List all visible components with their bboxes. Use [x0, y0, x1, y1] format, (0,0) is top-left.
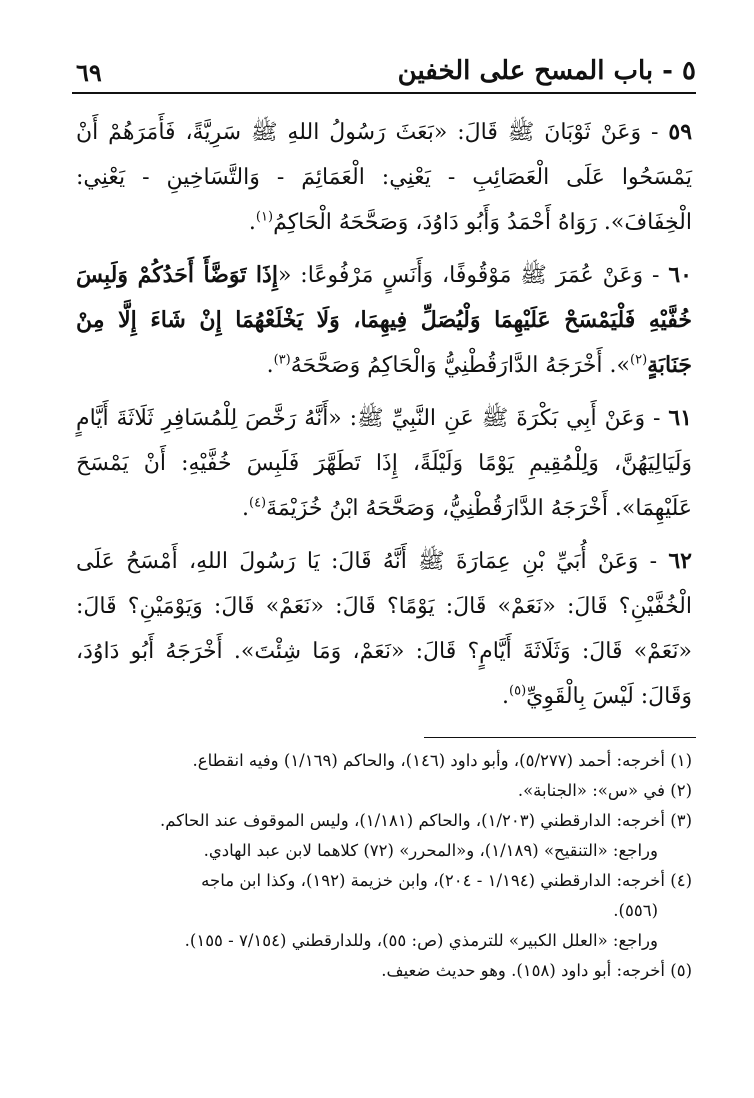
footnote-4-see-also: وراجع: «العلل الكبير» للترمذي (ص: ٥٥)، وللدارقطني (٧/١٥٤ - ١٥٥).: [184, 931, 658, 950]
hadith-62: ٦٢ - وَعَنْ أُبَيِّ بْنِ عِمَارَةَ ﷺ أَنَّهُ قَالَ: يَا رَسُولَ اللهِ، أَمْسَحُ عَلَى الْخُفَّيْنِ؟ قَالَ: «نَعَمْ» قَالَ: يَوْمًا؟ قَالَ: «نَعَمْ» قَالَ: وَيَوْمَيْنِ؟ قَالَ: «نَعَمْ» قَالَ: وَثَلَاثَةَ أَيَّامٍ؟ قَالَ: «نَعَمْ، وَمَا شِئْتَ». أَخْرَجَهُ أَبُو دَاوُدَ، وَقَالَ: لَيْسَ بِالْقَوِيِّ$^{(٥)}$.: [76, 548, 692, 709]
hadith-end: .: [241, 496, 249, 521]
footnote-ref: (١): [255, 209, 274, 225]
hadith-text: وَعَنْ أَبِي بَكْرَةَ ﷺ عَنِ النَّبِيِّ ﷺ: «أَنَّهُ رَخَّصَ لِلْمُسَافِرِ ثَلَاثَةَ أَيَّامٍ وَلَيَالِيَهُنَّ، وَلِلْمُقِيمِ يَوْمًا وَلَيْلَةً، إِذَا تَطَهَّرَ فَلَبِسَ خُفَّيْهِ: أَنْ يَمْسَحَ عَلَيْهِمَا». أَخْرَجَهُ الدَّارَقُطْنِيُّ، وَصَحَّحَهُ ابْنُ خُزَيْمَةَ: [76, 406, 692, 521]
hadith-text-after: ». أَخْرَجَهُ الدَّارَقُطْنِيُّ وَالْحَاكِمُ وَصَحَّحَهُ: [290, 353, 630, 378]
hadith-end: .: [248, 210, 256, 235]
chapter-title: ٥ - باب المسح على الخفين: [397, 56, 696, 86]
footnote-4: [76, 866, 692, 926]
footnote-3-see-also: وراجع: «التنقيح» (١/١٨٩)، و«المحرر» (٧٢) كلاهما لابن عبد الهادي.: [203, 841, 658, 860]
footnote-ref: (٣): [273, 352, 291, 368]
footnote-5: (٥) أخرجه: أبو داود (١٥٨). وهو حديث ضعيف.: [381, 961, 692, 980]
footnote-ref: (٢): [630, 352, 648, 368]
footnote-4-text: (٤) أخرجه: الدارقطني (١/١٩٤ - ٢٠٤)، وابن خزيمة (١٩٢)، وكذا ابن ماجه: [201, 871, 692, 890]
book-page: [72, 52, 696, 1072]
hadith-end: .: [266, 353, 274, 378]
footnote-ref: (٥): [509, 683, 527, 699]
footnote-divider: [424, 737, 696, 738]
hadith-text-before: وَعَنْ عُمَرَ ﷺ مَوْقُوفًا، وَأَنَسٍ مَرْفُوعًا: «: [277, 263, 644, 288]
footnotes: [72, 746, 696, 986]
page-header: [72, 52, 696, 94]
hadith-quote-bold: إِذَا تَوَضَّأَ أَحَدُكُمْ وَلَبِسَ خُفَّيْهِ فَلْيَمْسَحْ عَلَيْهِمَا وَلْيُصَلِّ فِيهِمَا، وَلَا يَخْلَعْهُمَا إِنْ شَاءَ إِلَّا مِنْ جَنَابَةٍ: [76, 262, 692, 378]
hadith-59: ٥٩ - وَعَنْ ثَوْبَانَ ﷺ قَالَ: «بَعَثَ رَسُولُ اللهِ ﷺ سَرِيَّةً، فَأَمَرَهُمْ أَنْ يَمْسَحُوا عَلَى الْعَصَائِبِ - يَعْنِي: الْعَمَائِمَ - وَالتَّسَاخِينِ - يَعْنِي: الْخِفَافَ». رَوَاهُ أَحْمَدُ وَأَبُو دَاوُدَ، وَصَحَّحَهُ الْحَاكِمُ$^{(١)}$.: [76, 119, 693, 235]
footnote-2: (٢) في «س»: «الجنابة».: [517, 781, 692, 800]
hadith-text: وَعَنْ أُبَيِّ بْنِ عِمَارَةَ ﷺ أَنَّهُ قَالَ: يَا رَسُولَ اللهِ، أَمْسَحُ عَلَى الْخُفَّيْنِ؟ قَالَ: «نَعَمْ» قَالَ: يَوْمًا؟ قَالَ: «نَعَمْ» قَالَ: وَيَوْمَيْنِ؟ قَالَ: «نَعَمْ» قَالَ: وَثَلَاثَةَ أَيَّامٍ؟ قَالَ: «نَعَمْ، وَمَا شِئْتَ». أَخْرَجَهُ أَبُو دَاوُدَ، وَقَالَ: لَيْسَ بِالْقَوِيِّ: [76, 549, 692, 709]
hadith-number: ٦١: [668, 405, 692, 431]
hadith-60: ٦٠ - وَعَنْ عُمَرَ ﷺ مَوْقُوفًا، وَأَنَسٍ مَرْفُوعًا: «إِذَا تَوَضَّأَ أَحَدُكُمْ وَلَبِسَ خُفَّيْهِ فَلْيَمْسَحْ عَلَيْهِمَا وَلْيُصَلِّ فِيهِمَا، وَلَا يَخْلَعْهُمَا إِنْ شَاءَ إِلَّا مِنْ جَنَابَةٍ$^{(٢)}$». أَخْرَجَهُ الدَّارَقُطْنِيُّ وَالْحَاكِمُ وَصَحَّحَهُ$^{(٣)}$.: [76, 262, 692, 378]
hadith-text: وَعَنْ ثَوْبَانَ ﷺ قَالَ: «بَعَثَ رَسُولُ اللهِ ﷺ سَرِيَّةً، فَأَمَرَهُمْ أَنْ يَمْسَحُوا عَلَى الْعَصَائِبِ - يَعْنِي: الْعَمَائِمَ - وَالتَّسَاخِينِ - يَعْنِي: الْخِفَافَ». رَوَاهُ أَحْمَدُ وَأَبُو دَاوُدَ، وَصَحَّحَهُ الْحَاكِمُ: [76, 120, 692, 235]
footnote-4-continuation: (٥٥٦).: [613, 901, 658, 920]
footnote-1: (١) أخرجه: أحمد (٥/٢٧٧)، وأبو داود (١٤٦)، والحاكم (١/١٦٩) وفيه انقطاع.: [192, 751, 692, 770]
footnote-ref: (٤): [248, 495, 267, 511]
footnote-3: (٣) أخرجه: الدارقطني (١/٢٠٣)، والحاكم (١/١٨١)، وليس الموقوف عند الحاكم.: [159, 811, 692, 830]
hadith-61: ٦١ - وَعَنْ أَبِي بَكْرَةَ ﷺ عَنِ النَّبِيِّ ﷺ: «أَنَّهُ رَخَّصَ لِلْمُسَافِرِ ثَلَاثَةَ أَيَّامٍ وَلَيَالِيَهُنَّ، وَلِلْمُقِيمِ يَوْمًا وَلَيْلَةً، إِذَا تَطَهَّرَ فَلَبِسَ خُفَّيْهِ: أَنْ يَمْسَحَ عَلَيْهِمَا». أَخْرَجَهُ الدَّارَقُطْنِيُّ، وَصَحَّحَهُ ابْنُ خُزَيْمَةَ$^{(٤)}$.: [76, 405, 692, 521]
hadith-number: ٦٢: [668, 548, 692, 574]
hadith-number: ٥٩: [668, 119, 693, 145]
hadith-end: .: [502, 684, 509, 709]
hadith-section: [72, 110, 696, 719]
hadith-number: ٦٠: [668, 262, 692, 288]
page-number: ٦٩: [76, 58, 102, 87]
